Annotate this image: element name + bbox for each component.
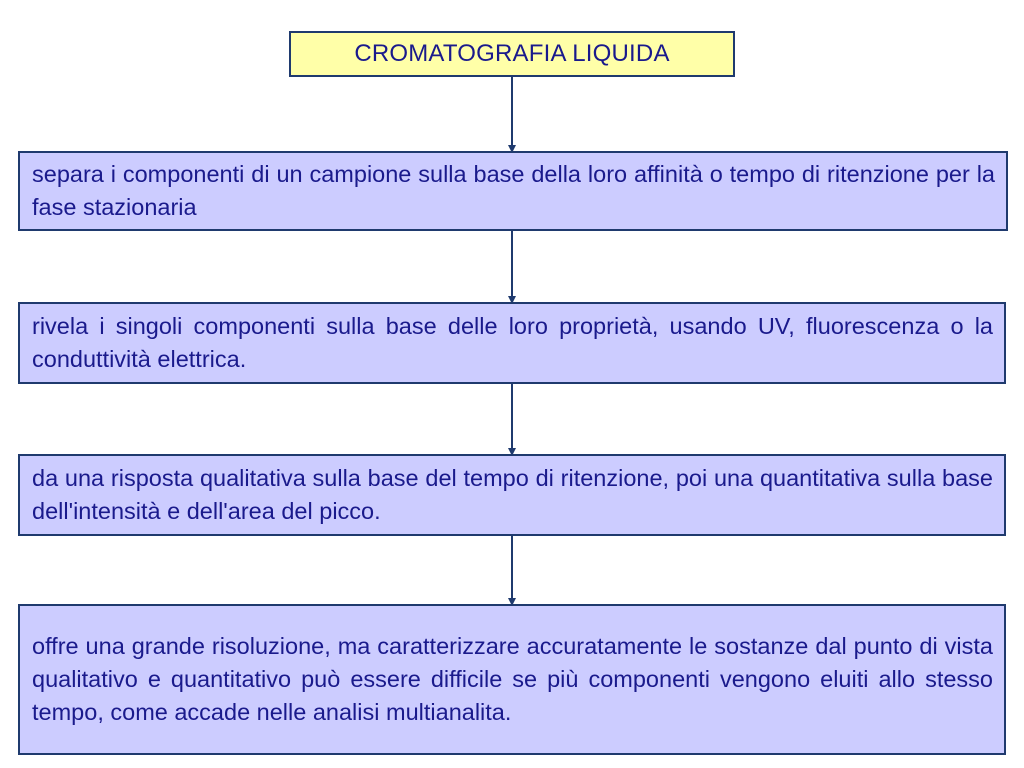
step-text-3: da una risposta qualitativa sulla base del tempo di ritenzione, poi una quantitativa sulla base dell'intensità e dell'area del picco.	[32, 465, 993, 524]
diagram-title: CROMATOGRAFIA LIQUIDA	[354, 40, 670, 67]
step-box-1	[18, 151, 1008, 231]
step-box-2	[18, 302, 1006, 384]
step-box-4	[18, 604, 1006, 755]
diagram-title-box	[289, 31, 735, 77]
step-text-4: offre una grande risoluzione, ma caratterizzare accuratamente le sostanze dal punto di vista qualitativo e quantitativo può essere difficile se più componenti vengono eluiti allo stesso tempo, come accade nelle analisi multianalita.	[32, 633, 993, 725]
step-text-1: separa i componenti di un campione sulla base della loro affinità o tempo di ritenzione per la fase stazionaria	[32, 161, 995, 220]
step-box-3	[18, 454, 1006, 536]
step-text-2: rivela i singoli componenti sulla base delle loro proprietà, usando UV, fluorescenza o la conduttività elettrica.	[32, 313, 993, 372]
